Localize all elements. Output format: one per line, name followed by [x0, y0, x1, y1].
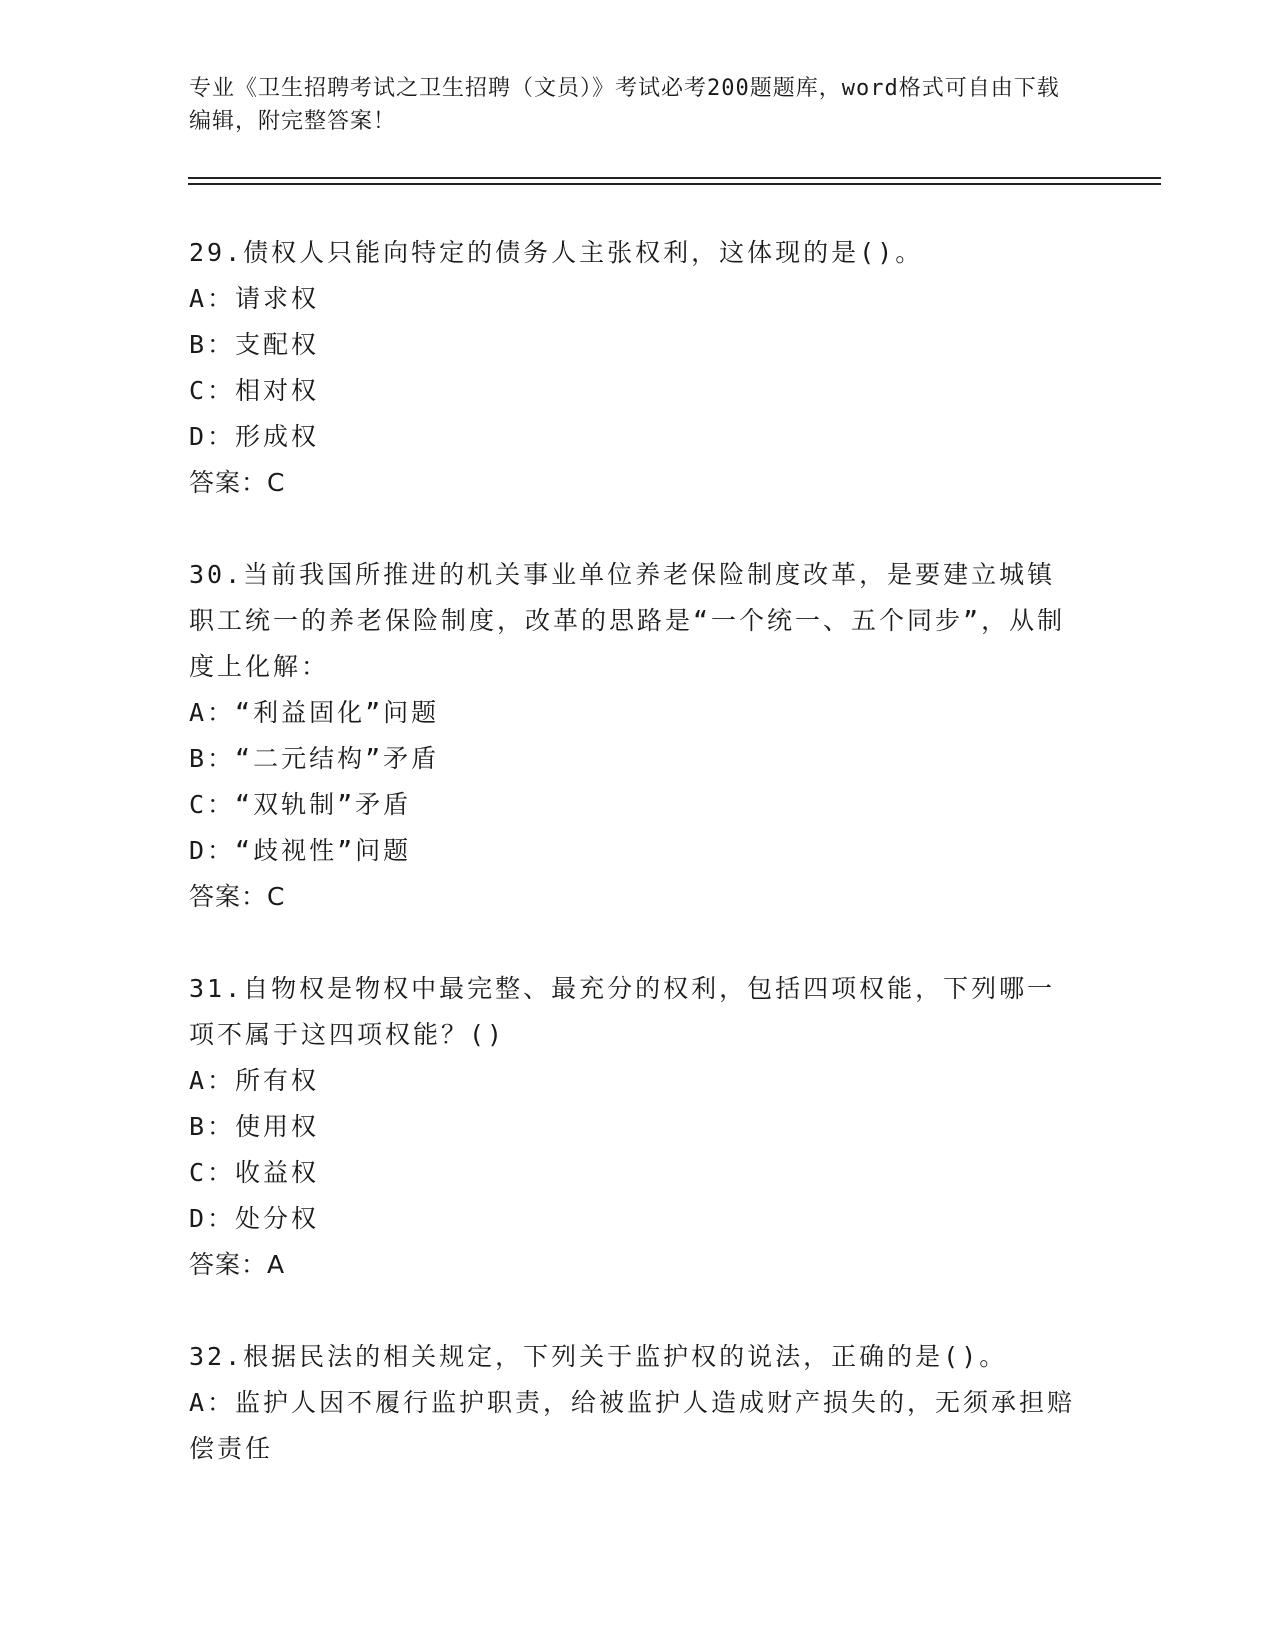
question-32	[189, 1334, 1079, 1472]
question-stem: 31.自物权是物权中最完整、最充分的权利，包括四项权能，下列哪一项不属于这四项权能？()	[189, 974, 1056, 1049]
header-divider-top	[188, 177, 1161, 179]
question-stem: 32.根据民法的相关规定，下列关于监护权的说法，正确的是()。	[189, 1342, 1008, 1371]
option-c: C：“双轨制”矛盾	[189, 790, 412, 819]
answer-line: 答案：A	[189, 1250, 286, 1279]
option-b: B：使用权	[189, 1112, 320, 1141]
question-stem: 29.债权人只能向特定的债务人主张权利，这体现的是()。	[189, 238, 924, 267]
answer-line: 答案：C	[189, 468, 286, 497]
question-stem: 30.当前我国所推进的机关事业单位养老保险制度改革，是要建立城镇职工统一的养老保险制度，改革的思路是“一个统一、五个同步”，从制度上化解：	[189, 560, 1066, 681]
header-divider-bottom	[188, 183, 1161, 185]
option-c: C：收益权	[189, 1158, 320, 1187]
option-d: D：“歧视性”问题	[189, 836, 412, 865]
question-31	[189, 966, 1079, 1288]
option-b: B：“二元结构”矛盾	[189, 744, 440, 773]
option-a: A：监护人因不履行监护职责，给被监护人造成财产损失的，无须承担赔偿责任	[189, 1388, 1076, 1463]
option-b: B：支配权	[189, 330, 320, 359]
option-a: A：“利益固化”问题	[189, 698, 440, 727]
option-d: D：处分权	[189, 1204, 320, 1233]
question-29	[189, 230, 1079, 506]
question-30	[189, 552, 1079, 920]
answer-line: 答案：C	[189, 882, 286, 911]
option-c: C：相对权	[189, 376, 320, 405]
document-header: 专业《卫生招聘考试之卫生招聘（文员）》考试必考200题题库，word格式可自由下载编辑，附完整答案！	[189, 76, 1060, 134]
option-a: A：请求权	[189, 284, 320, 313]
question-list	[189, 230, 1079, 1518]
option-d: D：形成权	[189, 422, 320, 451]
option-a: A：所有权	[189, 1066, 320, 1095]
